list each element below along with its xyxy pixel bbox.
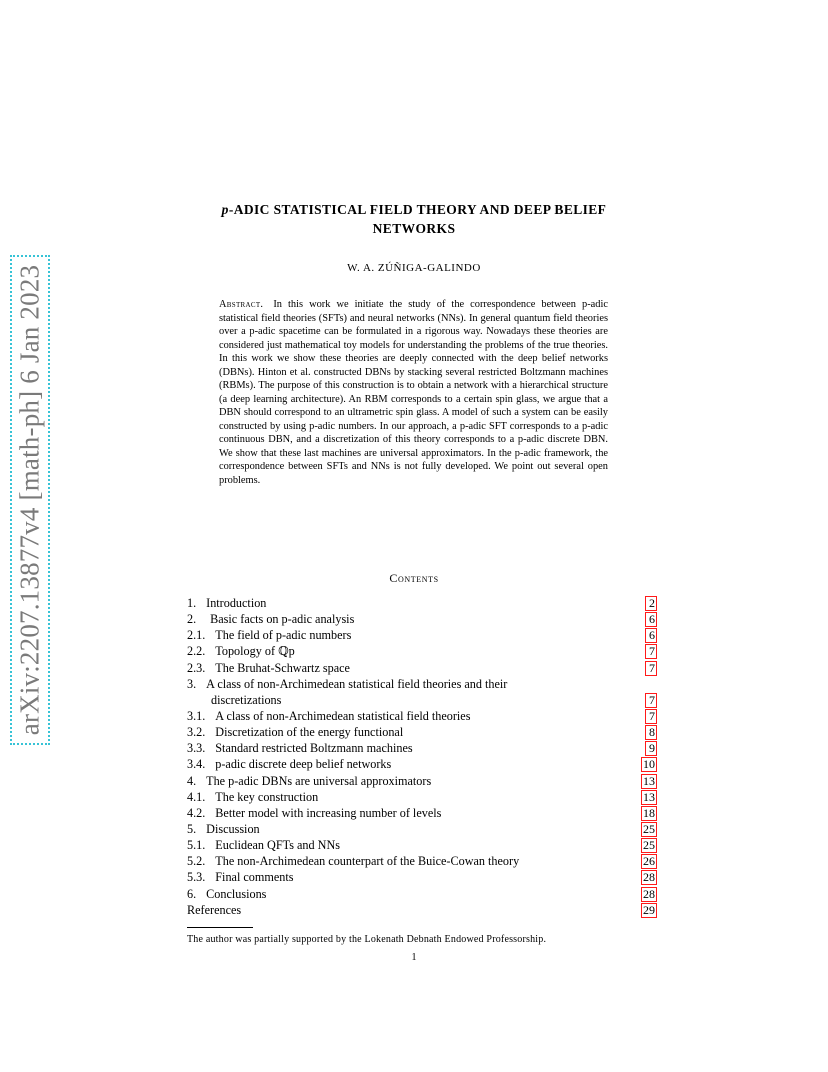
- toc-entry-title: The non-Archimedean counterpart of the Buice-Cowan theory: [215, 854, 520, 869]
- toc-entry-title: Topology of ℚp: [215, 644, 295, 659]
- toc-entry-number: 3.1.: [187, 709, 206, 723]
- toc-page-link[interactable]: 7: [645, 661, 657, 676]
- toc-entry-title: A class of non-Archimedean statistical field theories and their: [206, 676, 508, 691]
- contents-heading: Contents: [389, 571, 439, 585]
- toc-page-link[interactable]: 6: [645, 628, 657, 643]
- toc-entry-text: [187, 725, 403, 739]
- toc-page-link[interactable]: 18: [643, 805, 655, 820]
- toc-entry-title: Euclidean QFTs and NNs: [215, 838, 341, 853]
- toc-entry[interactable]: [187, 676, 657, 708]
- toc-entry-number: 5.1.: [187, 838, 206, 853]
- toc-entry-number: 5.3.: [187, 870, 206, 885]
- toc-entry[interactable]: [187, 643, 657, 659]
- toc-page-link[interactable]: 29: [643, 902, 655, 917]
- toc-entry-title: The field of p-adic numbers: [215, 628, 352, 643]
- toc-entry[interactable]: [187, 837, 657, 853]
- toc-entry-title: p-adic discrete deep belief networks: [215, 757, 392, 772]
- paper-title: [150, 200, 678, 238]
- toc-entry[interactable]: [187, 853, 657, 869]
- toc-entry-text: [187, 838, 340, 852]
- toc-entry-number: 3.: [187, 676, 197, 691]
- author-name: W. A. ZÚÑIGA-GALINDO: [347, 262, 481, 274]
- table-of-contents: [187, 595, 657, 918]
- toc-page-link[interactable]: 7: [645, 709, 657, 724]
- toc-entry-number: 4.2.: [187, 805, 206, 820]
- toc-entry-text: [187, 822, 260, 836]
- toc-entry-text: [187, 676, 607, 708]
- toc-entry-text: [187, 903, 241, 917]
- toc-entry[interactable]: [187, 805, 657, 821]
- toc-page-link[interactable]: 8: [645, 725, 657, 740]
- toc-page-link[interactable]: 13: [643, 789, 655, 804]
- toc-entry-text: [187, 757, 391, 771]
- toc-entry[interactable]: [187, 821, 657, 837]
- toc-entry-number: 6.: [187, 886, 197, 901]
- abstract-label: Abstract.: [219, 299, 264, 310]
- footnote: The author was partially supported by the Lokenath Debnath Endowed Professorship.: [187, 934, 547, 945]
- toc-entry-number: 4.1.: [187, 789, 206, 804]
- toc-entry-title: Basic facts on p-adic analysis: [210, 612, 355, 627]
- toc-entry[interactable]: [187, 627, 657, 643]
- toc-entry-title: References: [187, 902, 242, 917]
- toc-page-link[interactable]: 2: [645, 596, 657, 611]
- toc-entry-text: [187, 628, 351, 642]
- toc-entry[interactable]: [187, 740, 657, 756]
- toc-entry-text: [187, 887, 266, 901]
- footnote-rule: [187, 927, 253, 928]
- arxiv-sidebar-stamp: [10, 255, 50, 745]
- toc-entry-number: 5.2.: [187, 854, 206, 869]
- abstract: [219, 298, 608, 487]
- toc-entry[interactable]: [187, 611, 657, 627]
- toc-entry[interactable]: [187, 902, 657, 918]
- toc-entry-text: [187, 774, 431, 788]
- toc-entry-number: 4.: [187, 773, 197, 788]
- toc-entry[interactable]: [187, 724, 657, 740]
- toc-entry[interactable]: [187, 708, 657, 724]
- toc-entry[interactable]: [187, 773, 657, 789]
- toc-entry[interactable]: [187, 660, 657, 676]
- toc-entry[interactable]: [187, 756, 657, 772]
- toc-entry[interactable]: [187, 886, 657, 902]
- toc-entry-number: 3.2.: [187, 725, 206, 740]
- toc-entry-number: 1.: [187, 596, 197, 610]
- toc-entry-text: [187, 709, 470, 723]
- toc-entry-title: Introduction: [206, 596, 267, 610]
- toc-entry-title: The Bruhat-Schwartz space: [215, 660, 350, 675]
- toc-entry-title: Discussion: [206, 821, 260, 836]
- toc-entry[interactable]: [187, 595, 657, 611]
- toc-entry-title: The key construction: [215, 789, 319, 804]
- toc-page-link[interactable]: 25: [643, 821, 655, 836]
- toc-entry-text: [187, 806, 441, 820]
- toc-entry-number: 2.1.: [187, 628, 206, 643]
- toc-entry-text: [187, 790, 318, 804]
- arxiv-identifier: arXiv:2207.13877v4 [math-ph] 6 Jan 2023: [14, 264, 45, 736]
- toc-page-link[interactable]: 9: [645, 741, 657, 756]
- toc-page-link[interactable]: 7: [645, 693, 657, 708]
- toc-entry-text: [187, 854, 519, 868]
- toc-entry-title: The p-adic DBNs are universal approximators: [206, 773, 432, 788]
- toc-page-link[interactable]: 10: [643, 757, 655, 772]
- toc-page-link[interactable]: 6: [645, 612, 657, 627]
- toc-entry-title: Conclusions: [206, 886, 267, 901]
- toc-entry-number: 2.2.: [187, 644, 206, 659]
- title-line-1: p-ADIC STATISTICAL FIELD THEORY AND DEEP BELIEF: [221, 202, 607, 217]
- toc-entry-number: 3.4.: [187, 757, 206, 772]
- toc-entry-text: [187, 612, 354, 626]
- toc-entry-text: [187, 596, 266, 610]
- toc-page-link[interactable]: 7: [645, 644, 657, 659]
- toc-page-link[interactable]: 28: [643, 886, 655, 901]
- toc-entry-title: Final comments: [215, 870, 294, 885]
- toc-entry-title: A class of non-Archimedean statistical field theories: [215, 709, 471, 723]
- toc-entry-text: [187, 870, 293, 884]
- toc-entry-number: 2.3.: [187, 660, 206, 675]
- toc-entry[interactable]: [187, 869, 657, 885]
- toc-page-link[interactable]: 28: [643, 870, 655, 885]
- title-line-2: NETWORKS: [372, 221, 456, 236]
- toc-entry-title: Standard restricted Boltzmann machines: [215, 741, 413, 756]
- page-number: 1: [411, 952, 417, 963]
- toc-entry-title-continued: discretizations: [211, 692, 282, 707]
- toc-entry-number: 3.3.: [187, 741, 206, 756]
- toc-entry-number: 2.: [187, 612, 197, 627]
- toc-entry[interactable]: [187, 789, 657, 805]
- toc-page-link[interactable]: 13: [643, 773, 655, 788]
- toc-entry-title: Better model with increasing number of levels: [215, 805, 442, 820]
- toc-entry-text: [187, 741, 413, 755]
- abstract-text: In this work we initiate the study of the correspondence between p-adic statistical field theories (SFTs) and neural networks (NNs). In general quantum field theories over a p-adic spacetime can be formulated in a rigorous way. Nowadays these theories are considered just mathematical toy models for understanding the problems of the true theories. In this work we show these theories are deeply connected with the deep belief networks (DBNs). Hinton et al. constructed DBNs by stacking several restricted Boltzmann machines (RBMs). The purpose of this construction is to obtain a network with a hierarchical structure (a deep learning architecture). An RBM corresponds to a certain spin glass, we argue that a DBN should correspond to an ultrametric spin glass. A model of such a system can be easily constructed by using p-adic numbers. In our approach, a p-adic SFT corresponds to a p-adic continuous DBN, and a discretization of this theory corresponds to a p-adic discrete DBN. We show that these last machines are universal approximators. In the p-adic framework, the correspondence between SFTs and NNs is not fully developed. We point out several open problems.: [219, 299, 608, 486]
- toc-entry-title: Discretization of the energy functional: [215, 725, 404, 740]
- toc-page-link[interactable]: 25: [643, 838, 655, 853]
- toc-entry-text: [187, 644, 295, 658]
- toc-entry-number: 5.: [187, 821, 197, 836]
- toc-page-link[interactable]: 26: [643, 854, 655, 869]
- toc-entry-text: [187, 661, 350, 675]
